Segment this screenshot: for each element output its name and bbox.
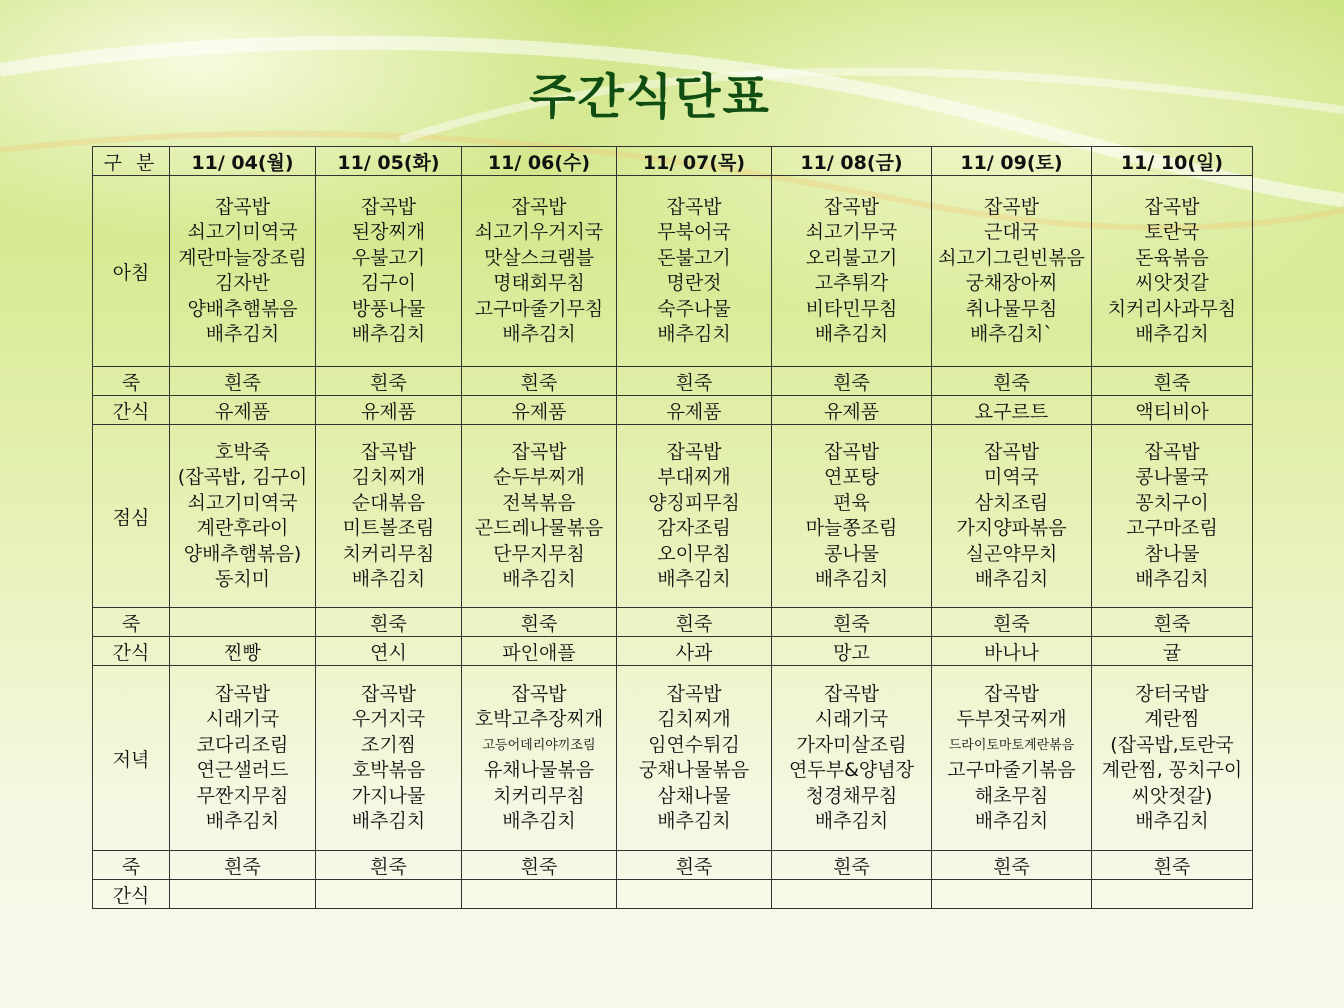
menu-cell: 요구르트 (932, 396, 1092, 425)
menu-item: 씨앗젓갈) (1131, 784, 1213, 807)
menu-item: 코다리조림 (196, 733, 289, 756)
menu-item: 오리불고기 (805, 246, 898, 269)
menu-cell (316, 666, 462, 851)
menu-cell (170, 880, 316, 909)
menu-item: 잡곡밥 (823, 195, 880, 218)
menu-item: 미트볼조림 (342, 517, 435, 539)
menu-item: 배추김치 (502, 568, 576, 590)
menu-item: 씨앗젓갈 (1135, 272, 1209, 294)
menu-item: 된장찌개 (351, 221, 426, 243)
menu-item: 조기찜 (360, 733, 417, 756)
date-header: 11/ 06(수) (462, 147, 617, 176)
row-label: 점심 (93, 425, 170, 608)
menu-item: 순대볶음 (351, 491, 426, 514)
menu-item: 배추김치 (814, 568, 889, 590)
menu-item: 참나물 (1144, 542, 1200, 565)
row-porridge-2 (93, 608, 1253, 637)
menu-item: 명태회무침 (493, 272, 585, 294)
menu-item: 호박죽 (214, 440, 271, 463)
menu-cell: 흰죽 (617, 851, 772, 880)
menu-item: 계란찜, 꽁치구이 (1101, 759, 1243, 781)
menu-item: 전복볶음 (502, 491, 576, 514)
menu-item: 배추김치 (657, 810, 731, 832)
page-title: 주간식단표 (529, 69, 771, 125)
menu-item: 해초무침 (974, 784, 1049, 807)
menu-cell: 흰죽 (462, 851, 617, 880)
menu-item: (잡곡밥,토란국 (1110, 733, 1234, 756)
menu-cell (170, 666, 316, 851)
menu-item: 배추김치 (974, 810, 1049, 832)
menu-cell (462, 666, 617, 851)
row-label: 간식 (93, 880, 170, 909)
menu-cell: 흰죽 (1092, 851, 1253, 880)
menu-item: 고구마조림 (1126, 517, 1218, 539)
menu-cell: 바나나 (932, 637, 1092, 666)
menu-item: 장터국밥 (1135, 682, 1209, 705)
menu-item: 배추김치` (970, 323, 1053, 345)
menu-item: 곤드레나물볶음 (474, 517, 604, 539)
date-header: 11/ 04(월) (170, 147, 316, 176)
menu-item: 치커리무침 (342, 542, 435, 565)
menu-item: 치커리사과무침 (1107, 297, 1237, 320)
menu-cell (170, 608, 316, 637)
row-breakfast (93, 176, 1253, 367)
menu-item: 무짠지무침 (196, 784, 289, 807)
menu-cell (932, 425, 1092, 608)
menu-item: 배추김치 (657, 323, 731, 345)
menu-cell (462, 176, 617, 367)
menu-item: 돈육볶음 (1135, 246, 1209, 269)
menu-item: 숙주나물 (657, 297, 731, 320)
menu-item: 잡곡밥 (511, 195, 567, 218)
menu-cell (772, 880, 932, 909)
menu-item: 배추김치 (351, 810, 426, 832)
menu-cell: 흰죽 (316, 367, 462, 396)
menu-item: 잡곡밥 (1144, 195, 1200, 218)
date-header: 11/ 08(금) (772, 147, 932, 176)
menu-item: 부대찌개 (657, 466, 731, 488)
menu-cell (617, 666, 772, 851)
menu-cell: 흰죽 (316, 608, 462, 637)
menu-item: 감자조림 (657, 517, 731, 539)
menu-cell (932, 880, 1092, 909)
menu-item: 오이무침 (657, 542, 731, 565)
menu-item: 잡곡밥 (983, 195, 1040, 218)
menu-cell: 유제품 (462, 396, 617, 425)
menu-item: 쇠고기미역국 (187, 491, 298, 514)
menu-cell: 흰죽 (462, 608, 617, 637)
menu-item: 연근샐러드 (196, 759, 289, 781)
menu-cell (772, 176, 932, 367)
date-header: 11/ 07(목) (617, 147, 772, 176)
menu-item: 쇠고기그린빈볶음 (938, 246, 1085, 269)
menu-item: 실곤약무치 (965, 542, 1058, 565)
menu-item: 김치찌개 (351, 466, 426, 488)
menu-item: 배추김치 (1135, 810, 1209, 832)
menu-item: 잡곡밥 (511, 682, 567, 705)
menu-cell: 유제품 (316, 396, 462, 425)
menu-item: 잡곡밥 (666, 682, 722, 705)
menu-cell: 흰죽 (1092, 367, 1253, 396)
menu-item: 편육 (833, 491, 870, 514)
menu-item: 배추김치 (814, 810, 889, 832)
menu-item: 치커리무침 (493, 784, 585, 807)
menu-item: 궁채나물볶음 (638, 759, 750, 781)
menu-cell: 흰죽 (617, 608, 772, 637)
row-porridge-1 (93, 367, 1253, 396)
menu-item: 유채나물볶음 (483, 759, 595, 781)
menu-cell (1092, 880, 1253, 909)
menu-item: 두부젓국찌개 (956, 708, 1067, 730)
menu-cell: 흰죽 (462, 367, 617, 396)
menu-item: 드라이토마토계란볶음 (948, 737, 1075, 753)
menu-item: 우거지국 (351, 708, 426, 730)
menu-item: 양배추햄볶음) (183, 542, 302, 565)
menu-cell: 귤 (1092, 637, 1253, 666)
menu-cell: 흰죽 (170, 367, 316, 396)
menu-item: (잡곡밥, 김구이 (177, 466, 308, 488)
menu-item: 배추김치 (814, 323, 889, 345)
menu-cell: 연시 (316, 637, 462, 666)
menu-cell: 흰죽 (932, 367, 1092, 396)
menu-item: 잡곡밥 (1144, 440, 1200, 463)
menu-cell: 액티비아 (1092, 396, 1253, 425)
menu-item: 배추김치 (351, 323, 426, 345)
menu-cell: 흰죽 (1092, 608, 1253, 637)
menu-item: 무북어국 (657, 221, 731, 243)
menu-cell (170, 425, 316, 608)
menu-item: 삼치조림 (974, 491, 1049, 514)
menu-item: 콩나물 (823, 542, 880, 565)
menu-item: 양배추햄볶음 (187, 297, 298, 320)
menu-item: 쇠고기우거지국 (474, 221, 604, 243)
menu-item: 잡곡밥 (360, 440, 417, 463)
menu-item: 김치찌개 (657, 708, 731, 730)
menu-cell (617, 425, 772, 608)
menu-cell (1092, 666, 1253, 851)
menu-item: 방풍나물 (351, 297, 426, 320)
menu-item: 잡곡밥 (214, 195, 271, 218)
row-snack-1 (93, 396, 1253, 425)
menu-item: 순두부찌개 (493, 466, 585, 488)
row-label: 아침 (93, 176, 170, 367)
menu-item: 잡곡밥 (666, 195, 722, 218)
menu-item: 동치미 (214, 568, 271, 590)
menu-item: 배추김치 (205, 323, 280, 345)
row-label: 간식 (93, 637, 170, 666)
menu-item: 배추김치 (205, 810, 280, 832)
menu-cell: 파인애플 (462, 637, 617, 666)
menu-cell (462, 425, 617, 608)
row-lunch (93, 425, 1253, 608)
menu-item: 배추김치 (351, 568, 426, 590)
menu-item: 잡곡밥 (666, 440, 722, 463)
menu-item: 꽁치구이 (1135, 491, 1209, 514)
menu-item: 배추김치 (1135, 323, 1209, 345)
row-label: 간식 (93, 396, 170, 425)
menu-item: 배추김치 (502, 323, 576, 345)
menu-item: 호박볶음 (351, 759, 426, 781)
menu-cell: 사과 (617, 637, 772, 666)
row-label: 죽 (93, 608, 170, 637)
menu-cell (1092, 425, 1253, 608)
menu-cell: 찐빵 (170, 637, 316, 666)
menu-item: 돈불고기 (657, 246, 731, 269)
menu-item: 가자미살조림 (796, 733, 907, 756)
menu-cell: 흰죽 (617, 367, 772, 396)
menu-item: 김자반 (214, 272, 271, 294)
menu-item: 우불고기 (351, 246, 426, 269)
menu-item: 삼채나물 (657, 784, 731, 807)
menu-item: 연두부&양념장 (789, 759, 914, 781)
menu-item: 청경채무침 (805, 784, 898, 807)
header-gubun: 구 분 (93, 147, 170, 176)
row-label: 저녁 (93, 666, 170, 851)
menu-cell: 흰죽 (932, 851, 1092, 880)
menu-item: 양징피무침 (648, 491, 740, 514)
menu-item: 잡곡밥 (983, 682, 1040, 705)
menu-item: 연포탕 (823, 466, 880, 488)
date-header: 11/ 05(화) (316, 147, 462, 176)
date-header: 11/ 10(일) (1092, 147, 1253, 176)
menu-cell: 흰죽 (316, 851, 462, 880)
menu-cell (1092, 176, 1253, 367)
date-header: 11/ 09(토) (932, 147, 1092, 176)
menu-item: 고추튀각 (814, 272, 889, 294)
menu-item: 호박고추장찌개 (474, 708, 604, 730)
menu-item: 배추김치 (1135, 568, 1209, 590)
menu-cell (932, 176, 1092, 367)
menu-cell (772, 666, 932, 851)
menu-item: 배추김치 (657, 568, 731, 590)
row-label: 죽 (93, 851, 170, 880)
menu-item: 단무지무침 (493, 542, 585, 565)
menu-cell (617, 176, 772, 367)
menu-item: 김구이 (360, 272, 417, 294)
menu-item: 미역국 (983, 466, 1040, 488)
menu-cell: 흰죽 (772, 367, 932, 396)
menu-item: 잡곡밥 (823, 682, 880, 705)
menu-item: 근대국 (983, 221, 1040, 243)
menu-cell (170, 176, 316, 367)
menu-cell: 유제품 (617, 396, 772, 425)
menu-cell (316, 425, 462, 608)
menu-item: 콩나물국 (1135, 466, 1209, 488)
weekly-menu-table (92, 146, 1253, 909)
menu-item: 잡곡밥 (360, 195, 417, 218)
row-porridge-3 (93, 851, 1253, 880)
menu-item: 고구마줄기볶음 (947, 759, 1076, 781)
row-snack-3 (93, 880, 1253, 909)
menu-item: 취나물무침 (965, 297, 1058, 320)
menu-cell (316, 880, 462, 909)
menu-cell: 흰죽 (772, 851, 932, 880)
menu-item: 계란마늘장조림 (178, 246, 307, 269)
header-row (93, 147, 1253, 176)
menu-item: 가지나물 (351, 784, 426, 807)
menu-item: 쇠고기무국 (805, 221, 898, 243)
menu-item: 잡곡밥 (214, 682, 271, 705)
menu-cell (772, 425, 932, 608)
menu-item: 쇠고기미역국 (187, 221, 298, 243)
menu-item: 계란찜 (1144, 708, 1200, 730)
menu-item: 잡곡밥 (511, 440, 567, 463)
menu-item: 비타민무침 (805, 297, 898, 320)
row-label: 죽 (93, 367, 170, 396)
menu-cell: 유제품 (772, 396, 932, 425)
menu-item: 궁채장아찌 (965, 272, 1058, 294)
menu-item: 토란국 (1144, 221, 1200, 243)
menu-cell: 흰죽 (932, 608, 1092, 637)
menu-cell: 망고 (772, 637, 932, 666)
menu-item: 마늘쫑조림 (805, 517, 898, 539)
menu-cell (462, 880, 617, 909)
menu-item: 배추김치 (502, 810, 576, 832)
menu-item: 잡곡밥 (983, 440, 1040, 463)
row-dinner (93, 666, 1253, 851)
menu-item: 맛살스크램블 (483, 246, 595, 269)
menu-item: 잡곡밥 (823, 440, 880, 463)
menu-item: 배추김치 (974, 568, 1049, 590)
menu-cell: 흰죽 (170, 851, 316, 880)
menu-item: 시래기국 (814, 708, 889, 730)
menu-item: 시래기국 (205, 708, 280, 730)
menu-item: 임연수튀김 (648, 733, 740, 756)
menu-item: 고등어데리야끼조림 (482, 737, 596, 753)
menu-cell: 유제품 (170, 396, 316, 425)
menu-item: 잡곡밥 (360, 682, 417, 705)
menu-item: 명란젓 (666, 272, 722, 294)
menu-item: 가지양파볶음 (956, 517, 1067, 539)
menu-cell (617, 880, 772, 909)
menu-cell: 흰죽 (772, 608, 932, 637)
menu-cell (316, 176, 462, 367)
row-snack-2 (93, 637, 1253, 666)
menu-item: 고구마줄기무침 (474, 297, 604, 320)
menu-item: 계란후라이 (196, 517, 289, 539)
menu-cell (932, 666, 1092, 851)
